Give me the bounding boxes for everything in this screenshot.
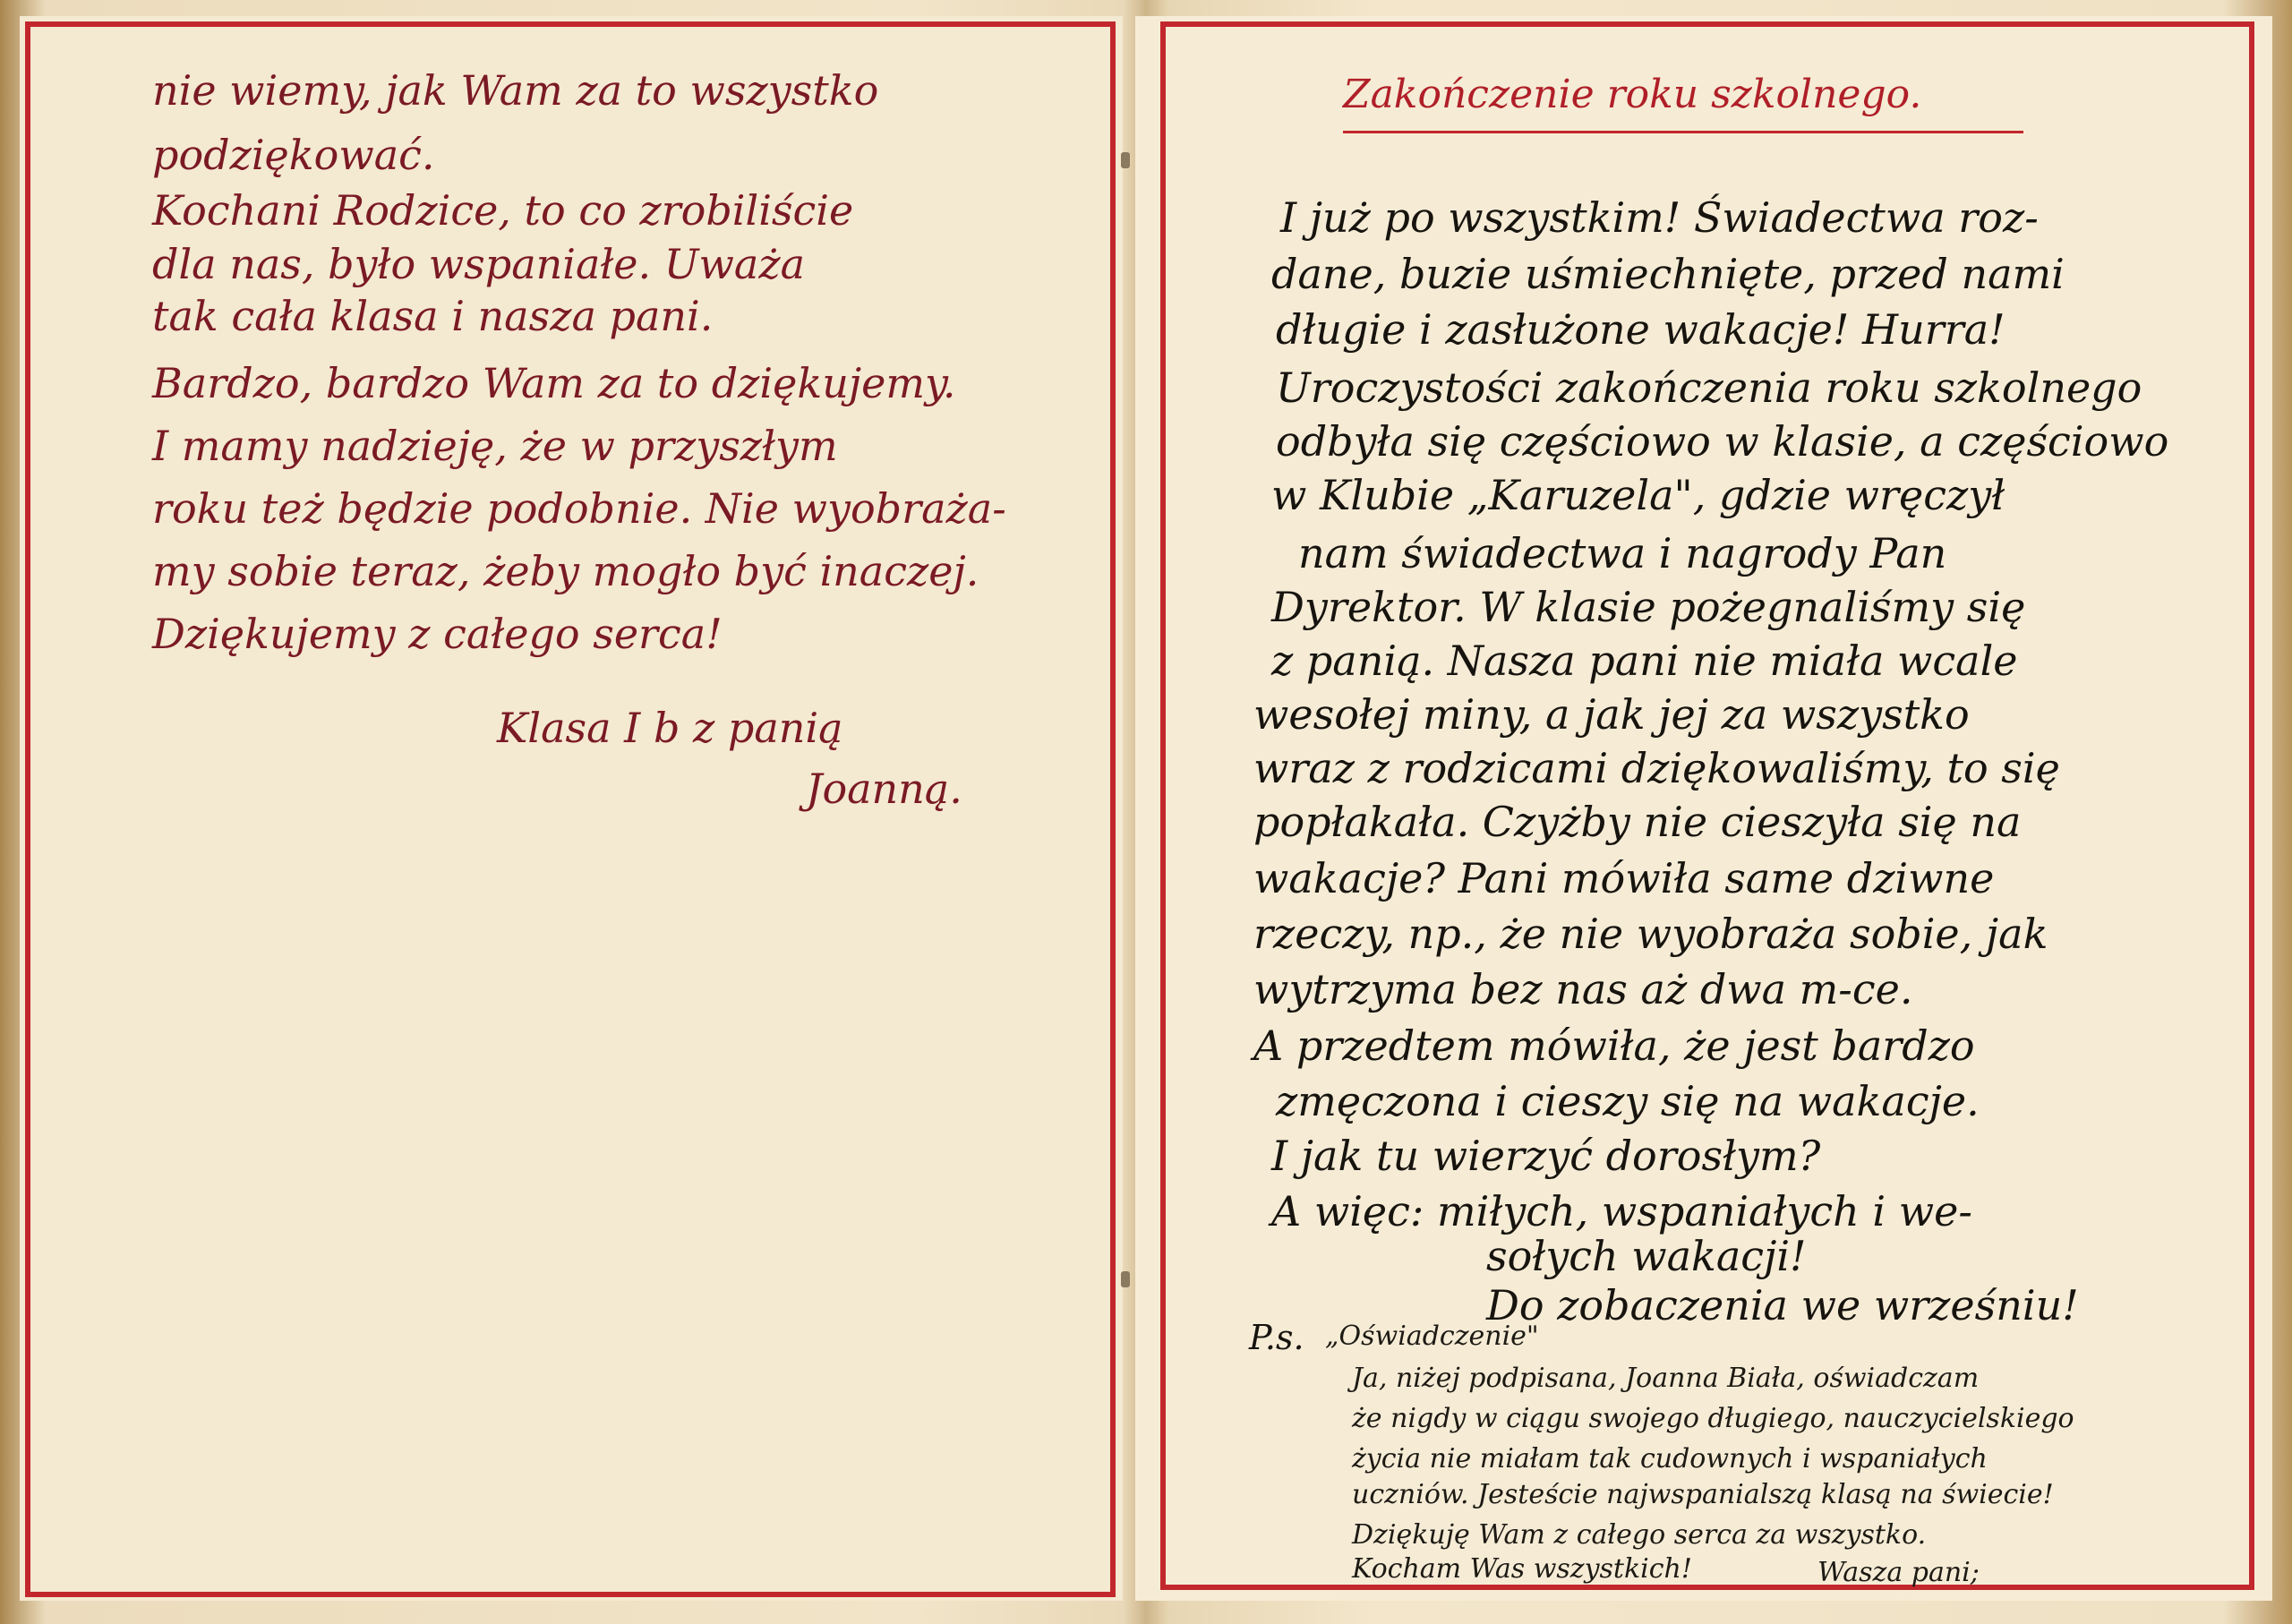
right-line: Do zobaczenia we wrześniu! xyxy=(1486,1281,2079,1329)
ps-line: Dziękuję Wam z całego serca za wszystko. xyxy=(1352,1519,1927,1551)
right-line: wraz z rodzicami dziękowaliśmy, to się xyxy=(1253,744,2060,792)
ps-line: Kocham Was wszystkich! xyxy=(1352,1553,1692,1585)
left-line: Dziękujemy z całego serca! xyxy=(152,610,723,658)
right-line: rzeczy, np., że nie wyobraża sobie, jak xyxy=(1253,910,2048,958)
ps-label: P.s. xyxy=(1249,1318,1304,1357)
left-line: roku też będzie podobnie. Nie wyobraża- xyxy=(152,484,1006,533)
right-line: I jak tu wierzyć dorosłym? xyxy=(1271,1132,1821,1180)
right-line: wytrzyma bez nas aż dwa m-ce. xyxy=(1253,965,1913,1013)
right-line: z panią. Nasza pani nie miała wcale xyxy=(1271,637,2018,685)
page-title: Zakończenie roku szkolnego. xyxy=(1343,72,1922,117)
ps-line: Ja, niżej podpisana, Joanna Biała, oświadczam xyxy=(1352,1363,1980,1394)
ps-line: że nigdy w ciągu swojego długiego, nauczycielskiego xyxy=(1352,1403,2074,1434)
binding-staple xyxy=(1121,1271,1130,1287)
left-line: podziękować. xyxy=(152,131,435,179)
right-line: I już po wszystkim! Świadectwa roz- xyxy=(1280,193,2039,242)
left-line: dla nas, było wspaniałe. Uważa xyxy=(152,240,805,288)
right-line: A więc: miłych, wspaniałych i we- xyxy=(1271,1187,1972,1235)
class-signature-name: Joanną. xyxy=(806,765,962,813)
right-line: popłakała. Czyżby nie cieszyła się na xyxy=(1253,798,2022,846)
left-line: tak cała klasa i nasza pani. xyxy=(152,292,714,340)
ps-line: życia nie miałam tak cudownych i wspaniałych xyxy=(1352,1443,1988,1474)
right-line: Dyrektor. W klasie pożegnaliśmy się xyxy=(1271,583,2026,631)
right-line: odbyła się częściowo w klasie, a częściowo xyxy=(1276,417,2169,466)
class-signature: Klasa I b z panią xyxy=(497,704,843,752)
right-line: wakacje? Pani mówiła same dziwne xyxy=(1253,854,1995,902)
left-line: I mamy nadzieję, że w przyszłym xyxy=(152,422,838,470)
ps-line: uczniów. Jesteście najwspanialszą klasą na świecie! xyxy=(1352,1479,2054,1510)
right-line: Uroczystości zakończenia roku szkolnego xyxy=(1276,363,2142,412)
right-line: w Klubie „Karuzela", gdzie wręczył xyxy=(1271,471,2006,519)
title-underline xyxy=(1343,131,2023,133)
left-line: Kochani Rodzice, to co zrobiliście xyxy=(152,186,854,235)
left-line: my sobie teraz, żeby mogło być inaczej. xyxy=(152,547,979,595)
right-line: zmęczona i cieszy się na wakacje. xyxy=(1276,1077,1980,1125)
ps-signature: Wasza pani; xyxy=(1817,1557,1980,1588)
right-line: wesołej miny, a jak jej za wszystko xyxy=(1253,690,1970,739)
right-line: dane, buzie uśmiechnięte, przed nami xyxy=(1271,250,2065,298)
right-line: długie i zasłużone wakacje! Hurra! xyxy=(1276,305,2006,354)
right-line: sołych wakacji! xyxy=(1486,1232,1807,1280)
left-line: nie wiemy, jak Wam za to wszystko xyxy=(152,66,879,115)
ps-heading: „Oświadczenie" xyxy=(1325,1321,1539,1352)
binding-staple xyxy=(1121,152,1130,168)
right-line: nam świadectwa i nagrody Pan xyxy=(1298,529,1947,577)
right-line: A przedtem mówiła, że jest bardzo xyxy=(1253,1021,1975,1070)
left-line: Bardzo, bardzo Wam za to dziękujemy. xyxy=(152,359,956,407)
